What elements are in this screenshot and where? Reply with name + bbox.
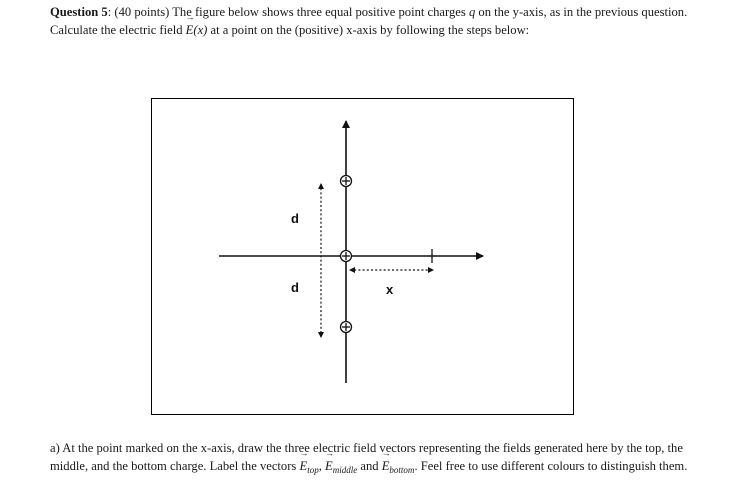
label-d-bottom: d [291,280,299,295]
subscript-bottom: bottom [389,465,415,475]
question-line1b: on the y-axis, as in [478,5,574,19]
middle-charge [341,251,352,262]
vector-E-bottom: → E [382,457,390,475]
charge-diagram-svg [152,99,575,416]
question-points: (40 points) [114,5,170,19]
part-a-line1: a) At the point marked on the x-axis, draw the three electric field vectors representing the fields generated [50,441,583,455]
question-line3: steps below: [466,23,530,37]
label-d-top: d [291,211,299,226]
question-colon: : [107,5,112,19]
label-x: x [386,282,394,297]
vector-E-top: → E [299,457,307,475]
subscript-middle: middle [332,465,358,475]
vector-E-middle: → E [325,457,333,475]
field-vector-E: → E [186,21,194,39]
part-a-line3: to use different colours to distinguish them. [468,459,688,473]
charge-symbol-q: q [468,5,476,19]
question-line2a: the previous question. Calculate the electric field [50,5,688,37]
question-line2b: at a point on the (positive) x-axis by following the [210,23,464,37]
question-line1: The figure below shows three equal positive point charges [172,5,466,19]
part-a-line2a: here by the top, the middle, and the bottom charge. Label the vectors [50,441,683,473]
and-word: and [360,459,379,473]
charge-diagram [151,98,574,415]
question-text [50,3,690,39]
question-label: Question 5 [50,5,108,19]
field-argument: (x) [193,23,208,37]
bottom-charge [341,322,352,333]
top-charge [341,176,352,187]
part-a-line2b: . Feel free [414,459,466,473]
part-a-text [50,439,690,479]
comma-1: , [318,459,322,473]
subscript-top: top [307,465,319,475]
